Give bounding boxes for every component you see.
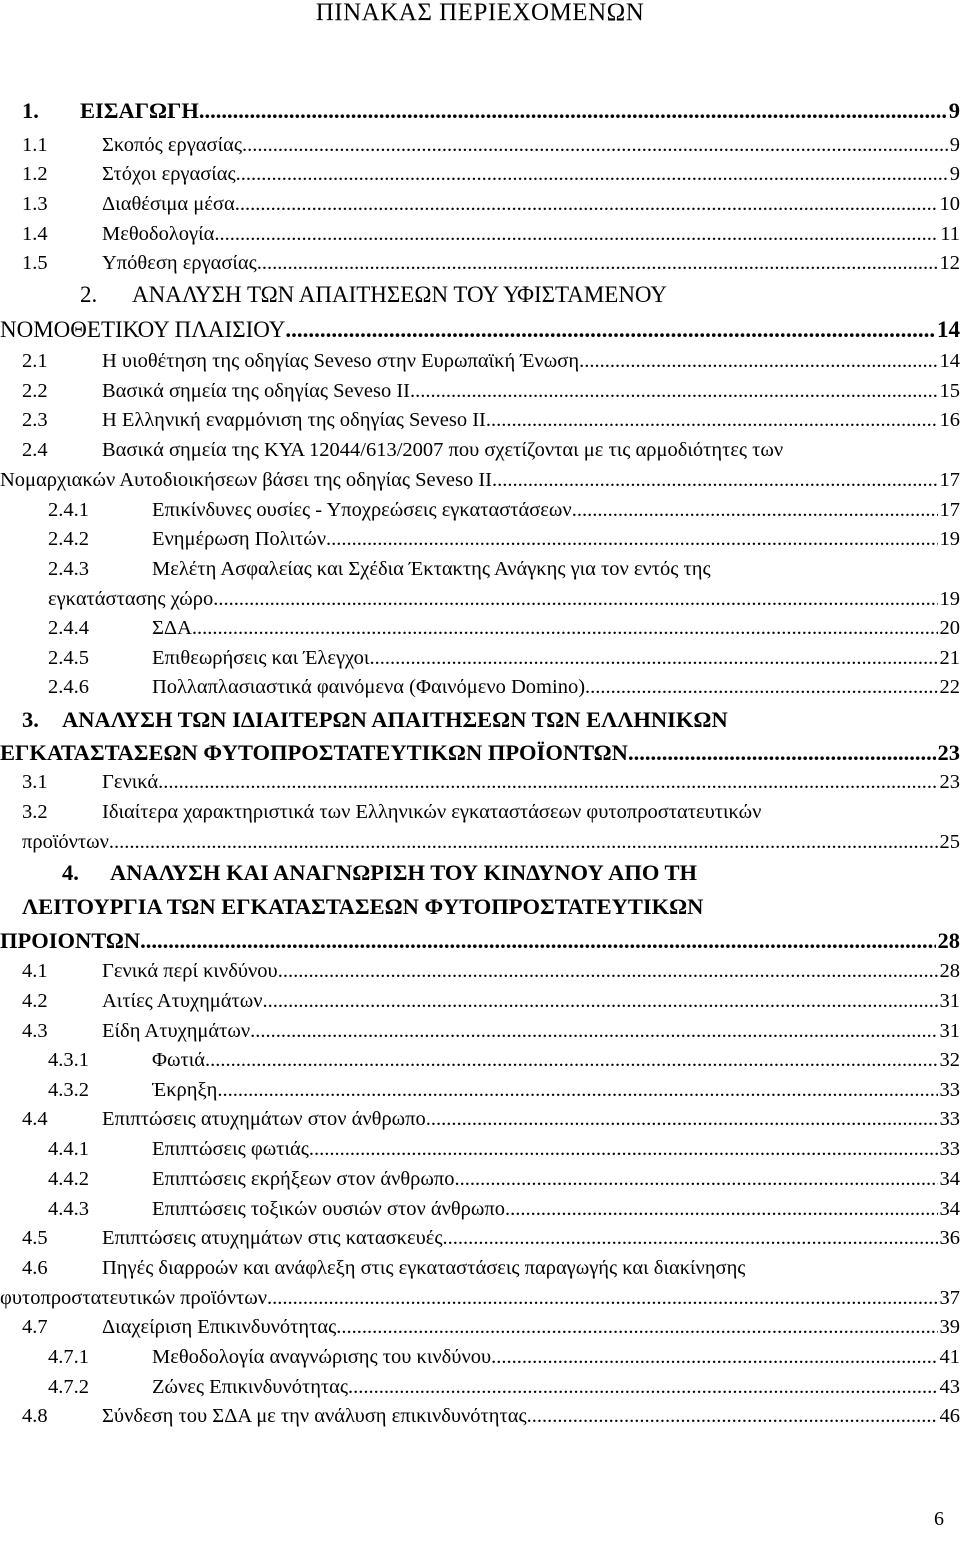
toc-entry[interactable]	[0, 435, 960, 465]
toc-leader	[242, 130, 948, 160]
toc-title: Μεθοδολογία	[102, 223, 215, 245]
toc-title: προϊόντων	[22, 831, 109, 853]
toc-page: 10	[939, 193, 960, 215]
toc-entry[interactable]	[0, 130, 960, 160]
toc-entry[interactable]	[0, 797, 960, 827]
toc-page: 31	[939, 990, 960, 1012]
toc-title: Βασικά σημεία της ΚΥΑ 12044/613/2007 που σχετίζονται με τις αρμοδιότητες των	[102, 439, 784, 461]
toc-leader	[585, 672, 937, 702]
toc-title: Η Ελληνική εναρμόνιση της οδηγίας Seveso II	[102, 409, 486, 431]
toc-page: 20	[939, 617, 960, 639]
toc-number: 2.3	[22, 409, 48, 431]
toc-title: φυτοπροστατευτικών προϊόντων	[0, 1287, 267, 1309]
toc-title: ΣΔΑ	[152, 617, 192, 639]
toc-entry[interactable]	[0, 495, 960, 525]
toc-page: 14	[939, 350, 960, 372]
toc-title: Επιπτώσεις ατυχημάτων στις κατασκευές	[102, 1227, 443, 1249]
toc-title: Ιδιαίτερα χαρακτηριστικά των Ελληνικών εγκαταστάσεων φυτοπροστατευτικών	[102, 801, 762, 823]
toc-entry[interactable]	[0, 1045, 960, 1075]
toc-leader	[213, 584, 937, 614]
toc-title: Διαχείριση Επικινδυνότητας	[102, 1316, 337, 1338]
toc-entry-continuation[interactable]	[0, 738, 960, 768]
toc-page: 37	[939, 1287, 960, 1309]
toc-title: ΑΝΑΛΥΣΗ ΤΩΝ ΑΠΑΙΤΗΣΕΩΝ ΤΟΥ ΥΦΙΣΤΑΜΕΝΟΥ	[132, 282, 667, 307]
toc-title: ΑΝΑΛΥΣΗ ΤΩΝ ΙΔΙΑΙΤΕΡΩΝ ΑΠΑΙΤΗΣΕΩΝ ΤΩΝ ΕΛΛΗΝΙΚΩΝ	[62, 707, 728, 732]
toc-entry[interactable]	[0, 1372, 960, 1402]
toc-entry-continuation[interactable]	[0, 827, 960, 857]
toc-entry[interactable]	[0, 554, 960, 584]
toc-page: 19	[939, 588, 960, 610]
toc-page: 33	[939, 1108, 960, 1130]
toc-title: Σύνδεση του ΣΔΑ με την ανάλυση επικινδυνότητας	[102, 1405, 527, 1427]
toc-number: 2.4.2	[48, 528, 89, 550]
toc-entry[interactable]	[0, 1075, 960, 1105]
toc-leader	[486, 405, 938, 435]
toc-leader	[217, 1075, 937, 1105]
toc-leader	[579, 346, 937, 376]
toc-number: 1.	[22, 98, 39, 123]
toc-entry[interactable]	[0, 1401, 960, 1431]
toc-entry-continuation[interactable]	[0, 315, 960, 345]
toc-title: Επικίνδυνες ουσίες - Υποχρεώσεις εγκαταστάσεων	[152, 499, 572, 521]
toc-number: 3.	[22, 707, 39, 732]
toc-number: 2.4.1	[48, 499, 89, 521]
toc-entry[interactable]	[0, 1164, 960, 1194]
toc-leader	[491, 1342, 937, 1372]
toc-title: ΑΝΑΛΥΣΗ ΚΑΙ ΑΝΑΓΝΩΡΙΣΗ ΤΟΥ ΚΙΝΔΥΝΟΥ ΑΠΟ ΤΗ	[110, 860, 698, 885]
toc-leader	[199, 96, 947, 126]
toc-entry[interactable]	[0, 280, 960, 310]
toc-page: 33	[939, 1138, 960, 1160]
toc-entry[interactable]	[0, 248, 960, 278]
toc-title: Ενημέρωση Πολιτών	[152, 528, 326, 550]
toc-title: εγκατάστασης χώρο	[48, 588, 214, 610]
toc-title: Σκοπός εργασίας	[102, 134, 242, 156]
toc-leader	[455, 1164, 938, 1194]
toc-entry[interactable]	[0, 189, 960, 219]
toc-page: 22	[939, 676, 960, 698]
toc-page: 46	[939, 1405, 960, 1427]
toc-entry[interactable]	[0, 1016, 960, 1046]
toc-entry-continuation[interactable]	[0, 465, 960, 495]
toc-title: Νομαρχιακών Αυτοδιοικήσεων βάσει της οδηγίας Seveso II	[0, 469, 492, 491]
toc-title: Στόχοι εργασίας	[102, 163, 236, 185]
toc-leader	[410, 376, 938, 406]
toc-number: 4.1	[22, 960, 48, 982]
toc-page: 31	[939, 1020, 960, 1042]
toc-entry[interactable]	[0, 1253, 960, 1283]
toc-number: 2.	[80, 282, 98, 307]
toc-number: 4.4.3	[48, 1198, 89, 1220]
toc-page: 43	[939, 1376, 960, 1398]
toc-number: 2.4.6	[48, 676, 89, 698]
toc-leader	[527, 1401, 938, 1431]
toc-page: 9	[949, 163, 960, 185]
toc-number: 4.7.2	[48, 1376, 89, 1398]
toc-leader	[158, 767, 937, 797]
toc-number: 2.4.3	[48, 558, 89, 580]
toc-leader	[267, 1283, 938, 1313]
toc-entry[interactable]	[0, 1312, 960, 1342]
toc-entry[interactable]	[0, 1194, 960, 1224]
toc-page: 34	[939, 1198, 960, 1220]
toc-page: 33	[939, 1079, 960, 1101]
toc-title: Ζώνες Επικινδυνότητας	[152, 1376, 349, 1398]
toc-entry[interactable]	[0, 956, 960, 986]
toc-leader	[326, 524, 938, 554]
toc-title: ΕΙΣΑΓΩΓΗ	[80, 98, 199, 123]
toc-title: Έκρηξη	[152, 1079, 218, 1101]
toc-title: ΛΕΙΤΟΥΡΓΙΑ ΤΩΝ ΕΓΚΑΤΑΣΤΑΣΕΩΝ ΦΥΤΟΠΡΟΣΤΑΤΕΥΤΙΚΩΝ	[22, 894, 704, 919]
toc-number: 4.2	[22, 990, 48, 1012]
toc-entry[interactable]	[0, 1223, 960, 1253]
toc-title: Η υιοθέτηση της οδηγίας Seveso στην Ευρωπαϊκή Ένωση	[102, 350, 580, 372]
toc-number: 4.3.1	[48, 1049, 89, 1071]
toc-page: 9	[949, 134, 960, 156]
toc-number: 3.2	[22, 801, 48, 823]
toc-entry[interactable]	[0, 159, 960, 189]
toc-leader	[257, 248, 938, 278]
toc-page: 34	[939, 1168, 960, 1190]
toc-page: 28	[937, 928, 960, 953]
toc-page: 9	[948, 98, 960, 123]
toc-leader	[278, 956, 938, 986]
toc-number: 2.4	[22, 439, 48, 461]
toc-page: 39	[939, 1316, 960, 1338]
toc-page: 12	[939, 252, 960, 274]
toc-title: Επιθεωρήσεις και Έλεγχοι	[152, 647, 370, 669]
toc-title: Επιπτώσεις ατυχημάτων στον άνθρωπο	[102, 1108, 426, 1130]
toc-number: 4.8	[22, 1405, 48, 1427]
toc-number: 4.5	[22, 1227, 48, 1249]
toc-leader	[572, 495, 938, 525]
toc-page: 28	[939, 960, 960, 982]
toc-leader	[192, 613, 938, 643]
toc-number: 4.7.1	[48, 1346, 89, 1368]
toc-entry[interactable]	[0, 219, 960, 249]
toc-leader	[263, 986, 938, 1016]
toc-entry[interactable]	[0, 1134, 960, 1164]
toc-number: 4.4	[22, 1108, 48, 1130]
toc-page: 36	[939, 1227, 960, 1249]
toc-leader	[336, 1312, 937, 1342]
toc-leader	[505, 1194, 937, 1224]
toc-page: 14	[937, 317, 960, 342]
toc-leader	[285, 315, 935, 345]
toc-number: 1.1	[22, 134, 48, 156]
toc-leader	[426, 1104, 938, 1134]
toc-leader	[442, 1223, 937, 1253]
page-title: ΠΙΝΑΚΑΣ ΠΕΡΙΕΧΟΜΕΝΩΝ	[315, 0, 645, 26]
toc-title: Μελέτη Ασφαλείας και Σχέδια Έκτακτης Ανάγκης για τον εντός της	[152, 558, 711, 580]
toc-leader	[236, 159, 948, 189]
toc-entry[interactable]	[0, 376, 960, 406]
toc-leader	[205, 1045, 938, 1075]
toc-entry[interactable]	[0, 613, 960, 643]
toc-title: ΕΓΚΑΤΑΣΤΑΣΕΩΝ ΦΥΤΟΠΡΟΣΤΑΤΕΥΤΙΚΩΝ ΠΡΟΪΟΝΤΩΝ	[0, 740, 628, 765]
toc-entry-continuation[interactable]	[0, 584, 960, 614]
toc-number: 1.4	[22, 223, 48, 245]
toc-number: 1.2	[22, 163, 48, 185]
toc-number: 4.7	[22, 1316, 48, 1338]
toc-number: 4.4.1	[48, 1138, 89, 1160]
toc-title: ΠΡΟΙΟΝΤΩΝ	[0, 928, 141, 953]
toc-entry[interactable]	[0, 1104, 960, 1134]
toc-number: 4.3.2	[48, 1079, 89, 1101]
toc-number: 4.	[62, 860, 79, 885]
toc-title: Υπόθεση εργασίας	[102, 252, 257, 274]
page-number: 6	[934, 1508, 944, 1530]
toc-leader	[140, 926, 935, 956]
toc-entry-continuation[interactable]	[0, 1283, 960, 1313]
toc-title: Είδη Ατυχημάτων	[102, 1020, 251, 1042]
toc-leader	[628, 738, 936, 768]
toc-page: 25	[939, 831, 960, 853]
toc-leader	[309, 1134, 938, 1164]
toc-number: 4.6	[22, 1257, 48, 1279]
toc-title: Βασικά σημεία της οδηγίας Seveso II	[102, 380, 410, 402]
toc-page: 19	[939, 528, 960, 550]
toc-title: ΝΟΜΟΘΕΤΙΚΟΥ ΠΛΑΙΣΙΟΥ	[0, 317, 286, 342]
toc-entry[interactable]	[0, 96, 960, 126]
toc-entry[interactable]	[0, 858, 960, 888]
toc-page: 11	[940, 223, 960, 245]
toc-number: 4.3	[22, 1020, 48, 1042]
toc-leader	[214, 219, 938, 249]
toc-page: 21	[939, 647, 960, 669]
toc-number: 1.5	[22, 252, 48, 274]
toc-number: 2.4.4	[48, 617, 89, 639]
toc-entry[interactable]	[0, 986, 960, 1016]
toc-title: Πηγές διαρροών και ανάφλεξη στις εγκαταστάσεις παραγωγής και διακίνησης	[102, 1257, 746, 1279]
toc-entry[interactable]	[0, 405, 960, 435]
toc-title: Πολλαπλασιαστικά φαινόμενα (Φαινόμενο Domino)	[152, 676, 586, 698]
toc-page: 15	[939, 380, 960, 402]
toc-leader	[369, 643, 937, 673]
toc-leader	[235, 189, 938, 219]
toc-title: Γενικά	[102, 771, 159, 793]
toc-entry[interactable]	[0, 524, 960, 554]
toc-number: 2.2	[22, 380, 48, 402]
toc-entry[interactable]	[0, 346, 960, 376]
toc-page: 41	[939, 1346, 960, 1368]
toc-entry[interactable]	[0, 705, 960, 735]
toc-title: Επιπτώσεις φωτιάς	[152, 1138, 309, 1160]
toc-leader	[250, 1016, 937, 1046]
toc-page: 23	[939, 771, 960, 793]
toc-title: Γενικά περί κινδύνου	[102, 960, 278, 982]
toc-page: 23	[937, 740, 960, 765]
toc-title: Αιτίες Ατυχημάτων	[102, 990, 263, 1012]
toc-title: Φωτιά	[152, 1049, 205, 1071]
toc-page: 32	[939, 1049, 960, 1071]
toc-page: 16	[939, 409, 960, 431]
toc-leader	[492, 465, 938, 495]
toc-title: Επιπτώσεις τοξικών ουσιών στον άνθρωπο	[152, 1198, 506, 1220]
toc-entry[interactable]	[0, 672, 960, 702]
toc-leader	[109, 827, 938, 857]
toc-number: 4.4.2	[48, 1168, 89, 1190]
toc-title: Μεθοδολογία αναγνώρισης του κινδύνου	[152, 1346, 492, 1368]
toc-page: 17	[939, 499, 960, 521]
toc-entry[interactable]	[0, 1342, 960, 1372]
toc-entry[interactable]	[0, 643, 960, 673]
toc-number: 2.4.5	[48, 647, 89, 669]
toc-entry-continuation[interactable]	[0, 892, 960, 922]
toc-number: 3.1	[22, 771, 48, 793]
toc-number: 1.3	[22, 193, 48, 215]
toc-title: Διαθέσιμα μέσα	[102, 193, 235, 215]
toc-entry[interactable]	[0, 767, 960, 797]
toc-leader	[348, 1372, 937, 1402]
toc-page: 17	[939, 469, 960, 491]
toc-entry-continuation[interactable]	[0, 926, 960, 956]
toc-number: 2.1	[22, 350, 48, 372]
toc-title: Επιπτώσεις εκρήξεων στον άνθρωπο	[152, 1168, 455, 1190]
